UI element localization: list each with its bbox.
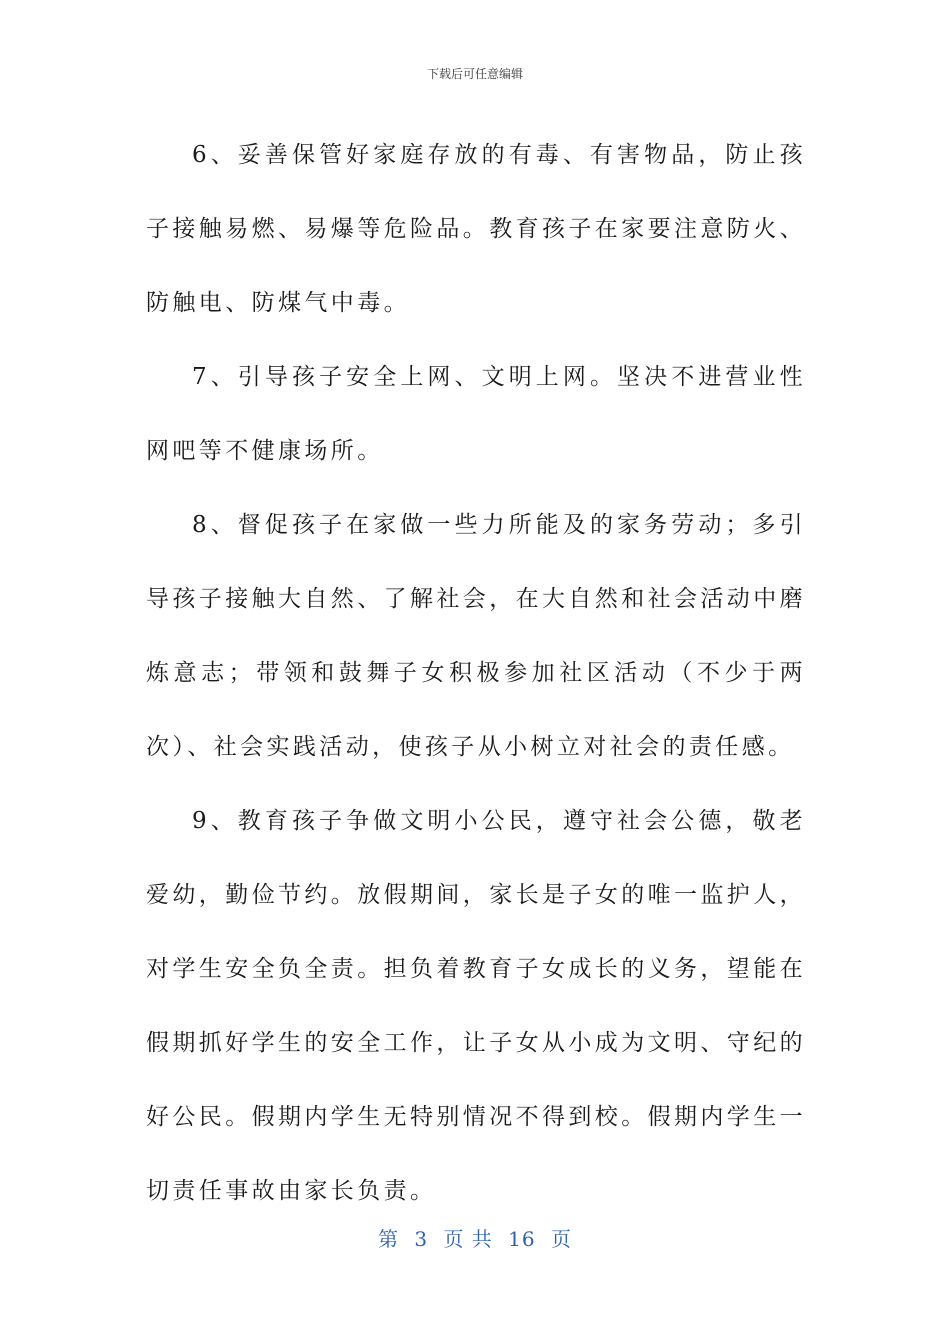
paragraph-item-9: 9、教育孩子争做文明小公民，遵守社会公德，敬老爱幼，勤俭节约。放假期间，家长是子女的唯一监护人，对学生安全负全责。担负着教育子女成长的义务，望能在假期抓好学生的安全工作，让子女从小成为文明、守纪的好公民。假期内学生无特别情况不得到校。假期内学生一切责任事故由家长负责。	[146, 808, 806, 1204]
footer-suffix: 页	[550, 1227, 572, 1251]
footer-total-pages: 16	[508, 1227, 536, 1251]
footer-middle: 页 共	[443, 1227, 493, 1251]
page-header: 下载后可任意编辑	[426, 67, 523, 81]
paragraph-item-7: 7、引导孩子安全上网、文明上网。坚决不进营业性网吧等不健康场所。	[146, 364, 806, 464]
paragraph-item-6: 6、妥善保管好家庭存放的有毒、有害物品，防止孩子接触易燃、易爆等危险品。教育孩子在家要注意防火、防触电、防煤气中毒。	[146, 142, 806, 316]
footer-current-page: 3	[414, 1227, 429, 1251]
document-body	[146, 118, 806, 1228]
paragraph-item-8: 8、督促孩子在家做一些力所能及的家务劳动；多引导孩子接触大自然、了解社会，在大自然和社会活动中磨炼意志；带领和鼓舞子女积极参加社区活动（不少于两次）、社会实践活动，使孩子从小树立对社会的责任感。	[146, 512, 806, 760]
page-footer	[0, 1226, 950, 1252]
footer-prefix: 第	[378, 1227, 399, 1251]
